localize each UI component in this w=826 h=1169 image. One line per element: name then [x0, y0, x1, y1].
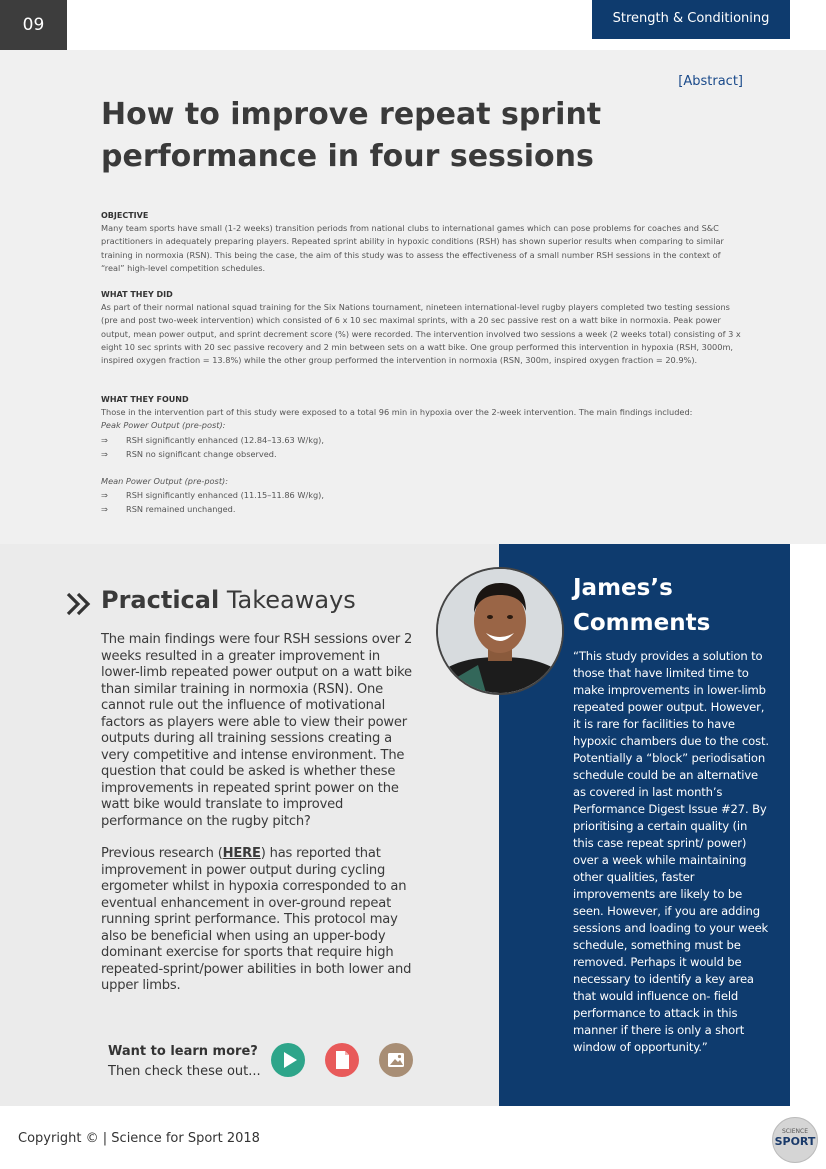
comments-title: James’s Comments — [573, 575, 711, 636]
mean-power-label: Mean Power Output (pre-post): — [101, 476, 228, 487]
objective-text: Many team sports have small (1-2 weeks) transition periods from national clubs to international games which can pose problems for coaches and S&C practitioners in adequately preparing players. Repeated sprint ability in hypoxic conditions (RSH) has shown superior results when comparing to similar training in normoxia (RSN). This being the case, the aim of this study was to assess the effectiveness of a small number RSH sessions in the context of “real” high-level competition schedules. — [101, 223, 724, 273]
image-resource-button[interactable] — [379, 1043, 413, 1077]
takeaways-paragraph-2: Previous research (HERE) has reported that improvement in power output during cycling ergometer whilst in hypoxia corresponded to an eventual enhancement in over-ground repeat running sprint performance. This protocol may also be beneficial when using an upper-body dominant exercise for sports that require high repeated-sprint/power abilities in both lower and upper limbs. — [101, 846, 412, 993]
method-heading: WHAT THEY DID — [101, 290, 173, 299]
arrow-icon: ⇒ — [101, 504, 108, 515]
method-section — [101, 288, 741, 367]
document-icon — [325, 1043, 359, 1077]
image-icon — [379, 1043, 413, 1077]
objective-heading: OBJECTIVE — [101, 211, 149, 220]
list-item: ⇒ RSN no significant change observed. — [101, 448, 741, 461]
list-item: ⇒ RSN remained unchanged. — [101, 503, 741, 516]
list-item: ⇒ RSH significantly enhanced (11.15–11.86 W/kg), — [101, 489, 741, 502]
science-for-sport-logo: SCIENCE SPORT — [772, 1117, 818, 1163]
double-chevron-icon — [64, 588, 94, 620]
learn-more-heading: Want to learn more? — [108, 1044, 258, 1059]
learn-more-subtext: Then check these out... — [108, 1064, 261, 1079]
copyright-text: Copyright © | Science for Sport 2018 — [18, 1131, 260, 1146]
findings-section — [101, 393, 741, 518]
abstract-tag: [Abstract] — [678, 74, 743, 89]
objective-section — [101, 209, 741, 275]
takeaways-title: Practical Takeaways — [101, 586, 356, 614]
list-item: ⇒ RSH significantly enhanced (12.84–13.63 W/kg), — [101, 434, 741, 447]
research-link[interactable]: HERE — [222, 846, 261, 861]
arrow-icon: ⇒ — [101, 434, 108, 445]
arrow-icon: ⇒ — [101, 490, 108, 501]
page-number: 09 — [0, 0, 67, 50]
method-text: As part of their normal national squad training for the Six Nations tournament, nineteen international-level rugby players completed two testing sessions (pre and post two-week intervention) which consisted of 6 x 10 sec maximal sprints, with a 20 sec passive rest on a watt bike in normoxia. Peak power output, mean power output, and sprint decrement score (%) were recorded. The intervention involved two sessions a week (2 weeks total) consisting of 3 x eight 10 sec sprints with 20 sec passive recovery and 2 min between sets on a watt bike. One group performed this intervention in hypoxia (RSH, 3000m, inspired oxygen fraction = 13.8%) while the other group performed the intervention in normoxia (RSN, 300m, inspired oxygen fraction = 20.9%). — [101, 302, 741, 366]
findings-text: Those in the intervention part of this study were exposed to a total 96 min in hypoxia over the 2-week intervention. The main findings included: — [101, 407, 693, 418]
section-tag: Strength & Conditioning — [592, 0, 790, 39]
comments-body: “This study provides a solution to those that have limited time to make improvements in lower-limb repeated power output. However, it is rare for facilities to have hypoxic chambers due to the cost. Potentially a “block” periodisation schedule could be an alternative as covered in last month’s Performance Digest Issue #27. By prioritising a certain quality (in this case repeat sprint/ power) over a week while maintaining other qualities, faster improvements are likely to be seen. However, if you are adding sessions and loading to your week schedule, something must be removed. Perhaps it would be necessary to identify a key area that would influence on- field performance to attack in this manner if there is only a short window of opportunity.” — [573, 649, 769, 1054]
video-resource-button[interactable] — [271, 1043, 305, 1077]
page-title: How to improve repeat sprint performance in four sessions — [101, 97, 602, 174]
play-icon — [271, 1043, 305, 1077]
portrait-image — [438, 569, 562, 693]
peak-power-list — [101, 434, 741, 461]
takeaways-paragraph-1: The main findings were four RSH sessions over 2 weeks resulted in a greater improvement in lower-limb repeated power output on a watt bike than similar training in normoxia (RSN). One cannot rule out the influence of motivational factors as players were able to view their power outputs during all training sessions creating a very competitive and intense environment. The question that could be asked is whether these improvements in repeated sprint power on the watt bike would translate to improved performance on the rugby pitch? — [101, 632, 413, 829]
avatar — [436, 567, 564, 695]
findings-heading: WHAT THEY FOUND — [101, 395, 189, 404]
mean-power-list — [101, 489, 741, 516]
document-resource-button[interactable] — [325, 1043, 359, 1077]
arrow-icon: ⇒ — [101, 448, 108, 459]
peak-power-label: Peak Power Output (pre-post): — [101, 420, 226, 431]
